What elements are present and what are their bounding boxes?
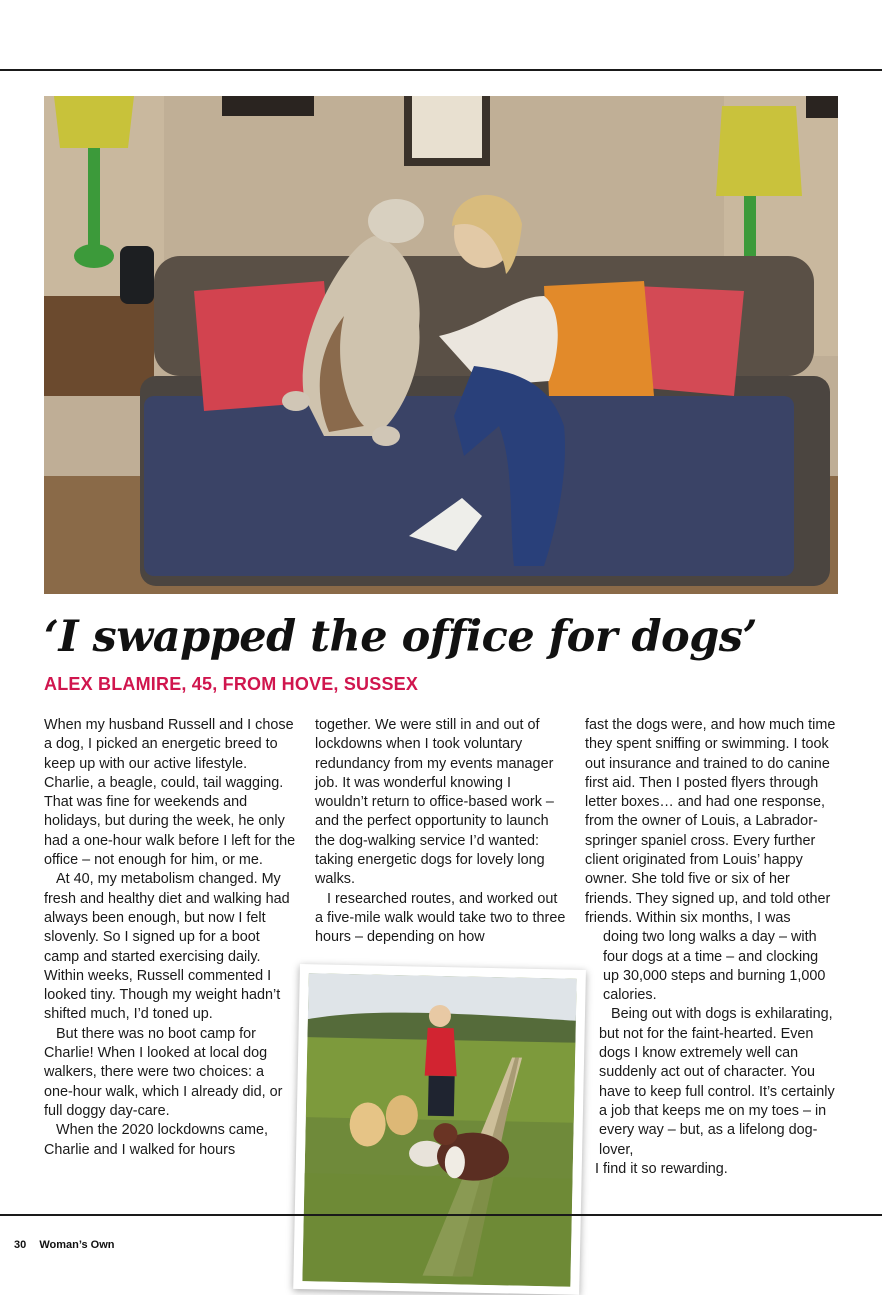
- paragraph: When the 2020 lockdowns came, Charlie and I walked for hours: [44, 1122, 268, 1158]
- article-column-2: [315, 716, 567, 948]
- paragraph: When my husband Russell and I chose a dog, I picked an energetic breed to keep up with our active lifestyle. Charlie, a beagle, could, tail wagging. That was fine for weekends and holidays, but during the week, he only had a one-hour walk before I left for the office – not enough for him, or me.: [44, 717, 296, 869]
- bottom-rule: [0, 1214, 882, 1216]
- page-number: 30: [14, 1239, 27, 1251]
- paragraph: fast the dogs were, and how much time they spent sniffing or swimming. I took out insurance and trained to do canine first aid. Then I posted flyers through letter boxes… and had one response, from the owner of Louis, a Labrador-springer spaniel cross. Every further client originated from Louis’ happy owner. She told five or six of her friends. They signed up, and told other friends. Within six months, I was: [585, 717, 836, 926]
- magazine-name: Woman’s Own: [39, 1239, 115, 1251]
- paragraph: I researched routes, and worked out a five-mile walk would take two to three hours – depending on how: [315, 890, 566, 946]
- page-footer: [14, 1239, 115, 1251]
- article-column-1: [44, 716, 296, 1160]
- headline: ‘I swapped the office for dogs’: [44, 612, 757, 662]
- top-rule: [0, 69, 882, 71]
- paragraph: together. We were still in and out of lockdowns when I took voluntary redundancy from my events manager job. It was wonderful knowing I wouldn’t return to office-based work – and the perfect opportunity to launch the dog-walking service I’d wanted: taking energetic dogs for lovely long walks.: [315, 717, 554, 888]
- byline: ALEX BLAMIRE, 45, FROM HOVE, SUSSEX: [44, 674, 419, 694]
- paragraph: At 40, my metabolism changed. My fresh and healthy diet and walking had always been enough, but now I felt slovenly. So I signed up for a boot camp and started exercising daily. Within weeks, Russell commented I looked tiny. Though my weight hadn’t shifted much, I’d toned up.: [44, 871, 290, 1023]
- paragraph-continuation: I find it so rewarding.: [595, 1160, 728, 1177]
- paragraph-continuation: doing two long walks a day – with four dogs at a time – and clocking up 30,000 steps and burning 1,000 calories.: [603, 929, 826, 1004]
- paragraph: But there was no boot camp for Charlie! When I looked at local dog walkers, there were two choices: a one-hour walk, which I already did, or full doggy day-care.: [44, 1025, 283, 1119]
- article-column-3: [585, 716, 837, 1179]
- hero-photo: [44, 96, 838, 594]
- paragraph: Being out with dogs is exhilarating, but not for the faint-hearted. Even dogs I know extremely well can suddenly act out of character. You have to keep full control. It’s certainly a job that keeps me on my toes – in every way – but, as a lifelong dog-lover,: [599, 1006, 835, 1158]
- inset-photo: [293, 964, 586, 1295]
